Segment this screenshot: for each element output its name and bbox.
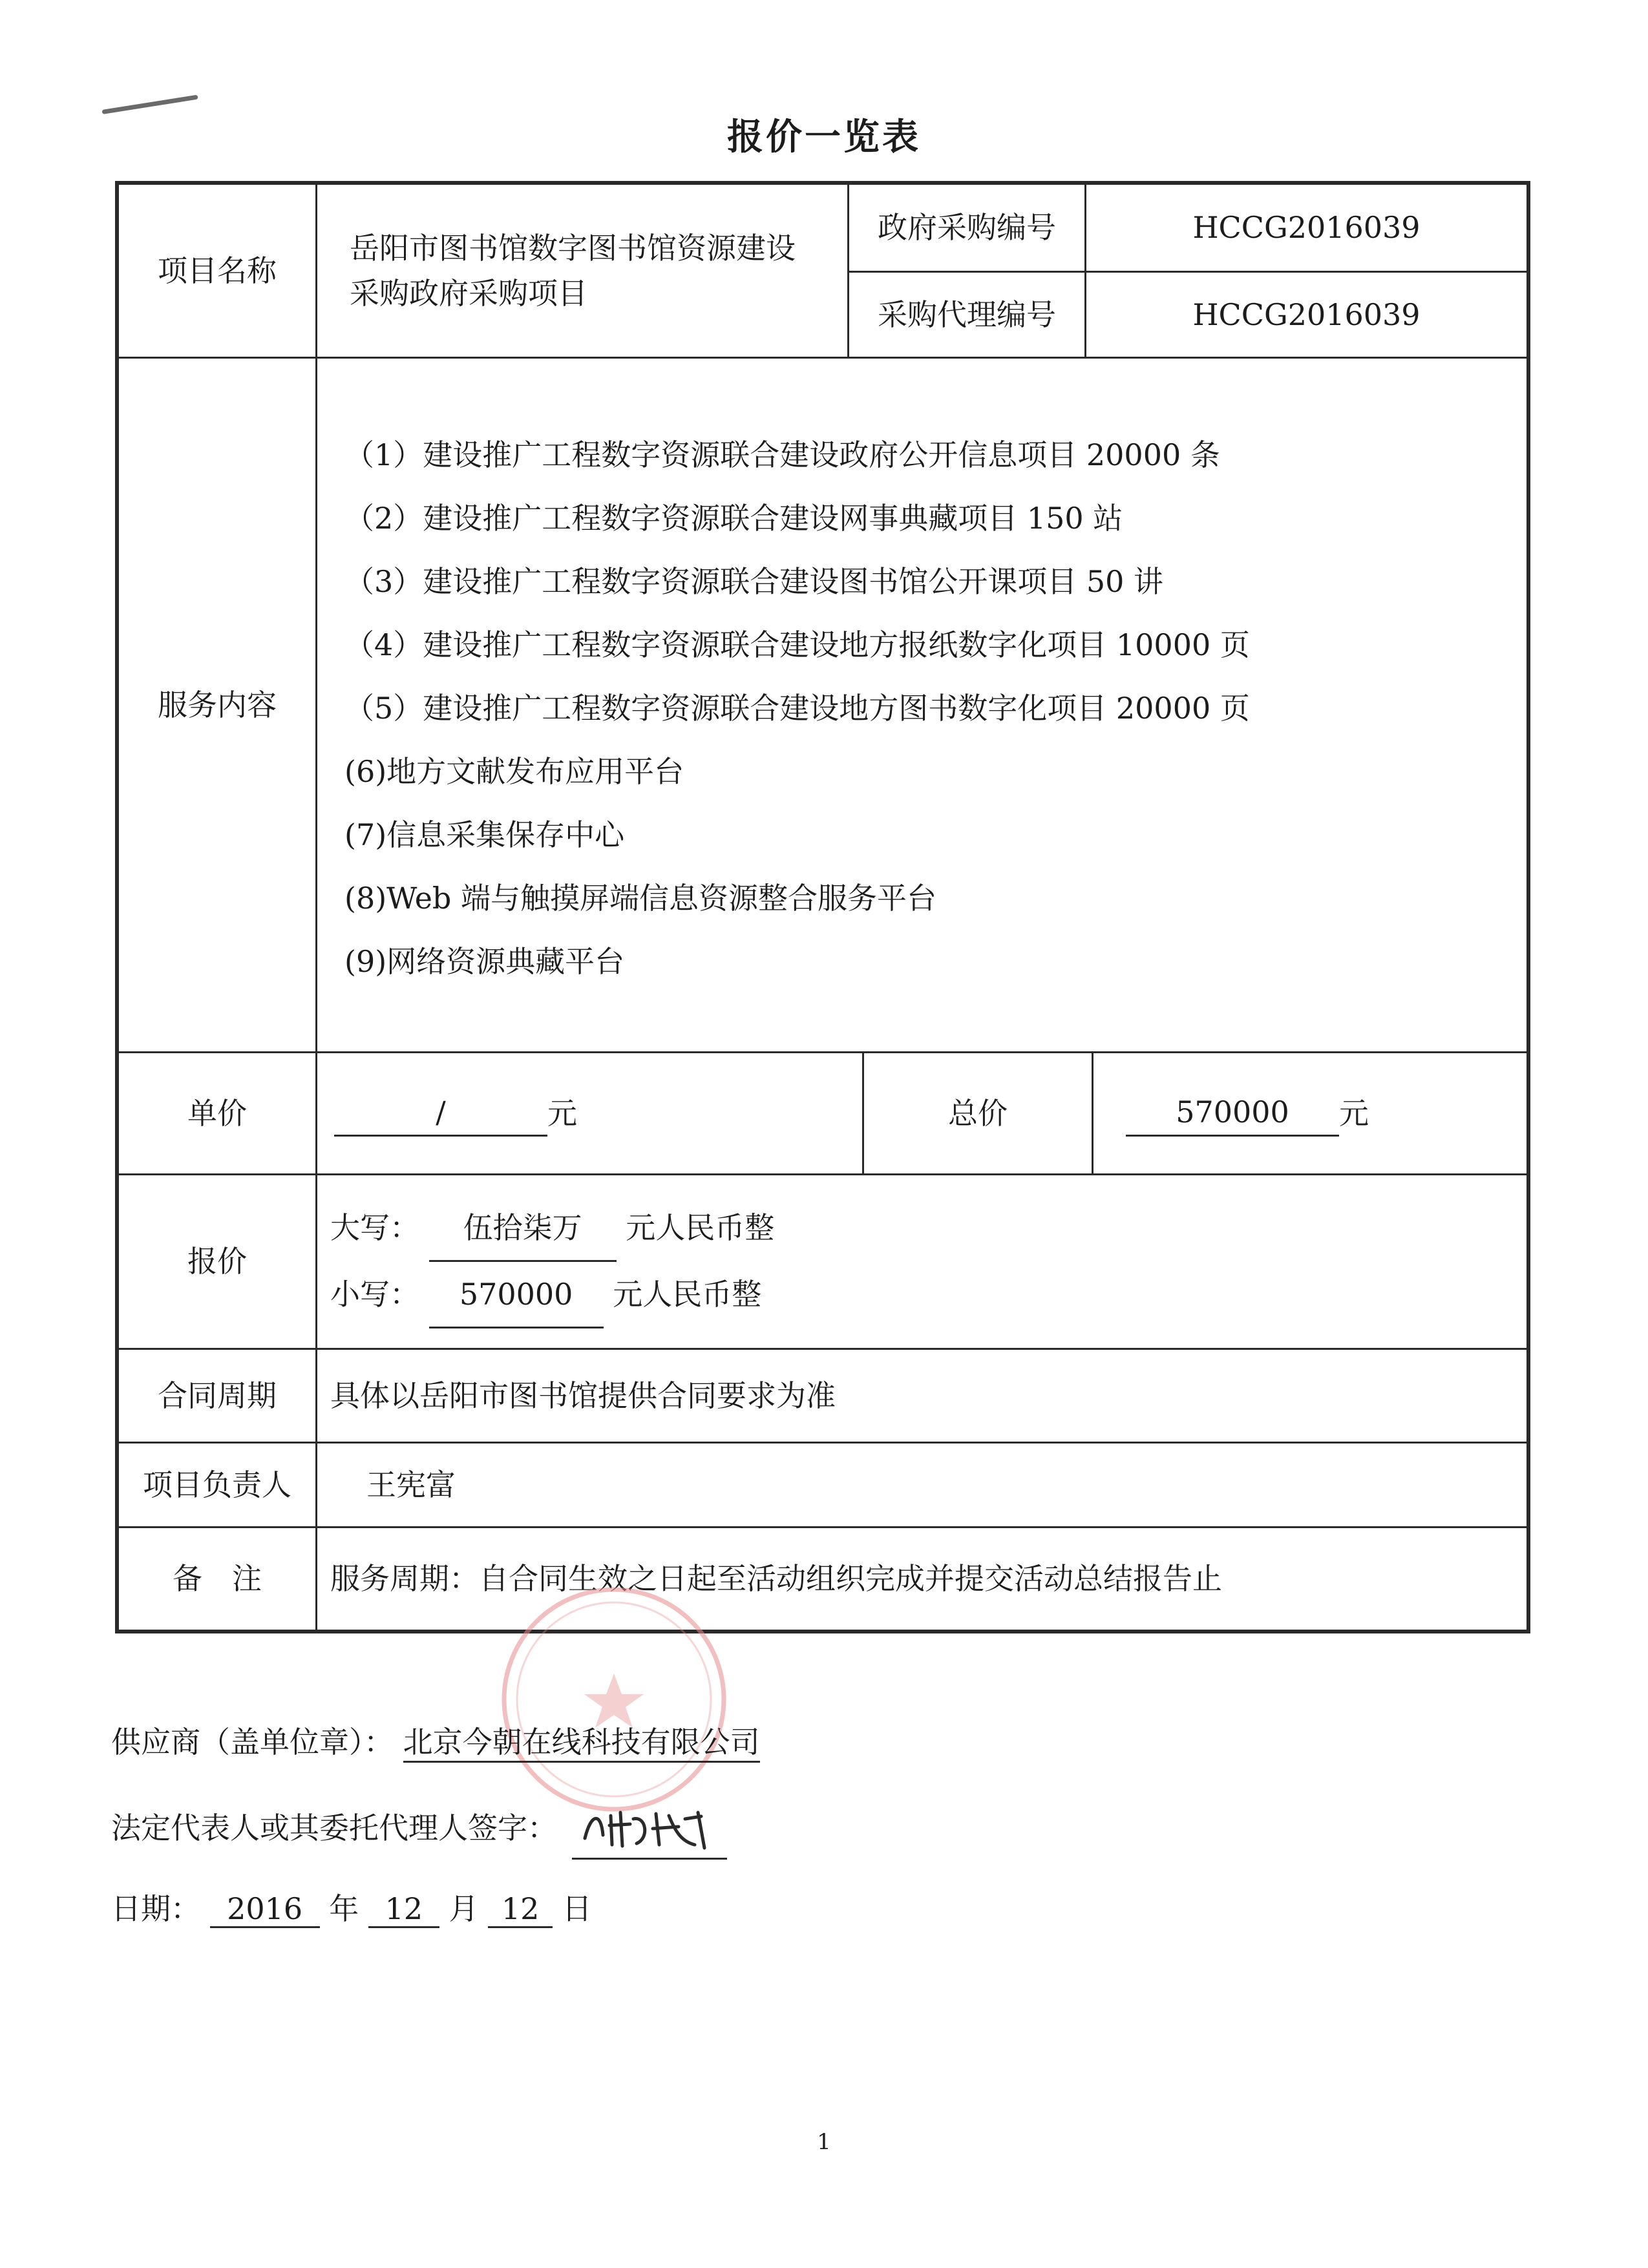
supplier-line xyxy=(111,1719,760,1761)
quote-lower-suffix: 元人民币整 xyxy=(613,1276,762,1312)
unit-price-currency: 元 xyxy=(547,1095,577,1131)
date-line xyxy=(111,1885,592,1928)
project-name-value-cell xyxy=(315,183,849,359)
remarks-label-cell xyxy=(117,1526,317,1632)
remarks-value-cell xyxy=(315,1526,1528,1632)
service-item: (6)地方文献发布应用平台 xyxy=(344,754,684,789)
contract-period-label: 合同周期 xyxy=(158,1378,277,1413)
signature-label: 法定代表人或其委托代理人签字： xyxy=(111,1811,557,1845)
manager-value-cell xyxy=(315,1442,1528,1528)
total-price-value: 570000 xyxy=(1126,1090,1339,1137)
gov-procurement-no-label: 政府采购编号 xyxy=(878,210,1056,245)
quote-lower-prefix: 小写： xyxy=(330,1276,419,1312)
quote-label: 报价 xyxy=(187,1244,247,1279)
contract-period-value: 具体以岳阳市图书馆提供合同要求为准 xyxy=(330,1378,836,1413)
quote-table xyxy=(115,181,1530,1633)
page-number: 1 xyxy=(817,2129,831,2155)
service-item: （5）建设推广工程数字资源联合建设地方图书数字化项目 20000 页 xyxy=(344,691,1250,726)
service-item: （4）建设推广工程数字资源联合建设地方报纸数字化项目 10000 页 xyxy=(344,627,1250,662)
project-name-label-cell xyxy=(117,183,317,359)
manager-label-cell xyxy=(117,1442,317,1528)
total-price-value-cell xyxy=(1092,1051,1528,1175)
agency-no-label-cell xyxy=(847,271,1086,359)
service-item: （3）建设推广工程数字资源联合建设图书馆公开课项目 50 讲 xyxy=(344,564,1164,599)
contract-period-label-cell xyxy=(117,1348,317,1444)
supplier-value: 北京今朝在线科技有限公司 xyxy=(403,1725,760,1763)
quote-label-cell xyxy=(117,1173,317,1350)
unit-price-value-cell xyxy=(315,1051,864,1175)
unit-price-label: 单价 xyxy=(187,1095,247,1131)
agency-no-label: 采购代理编号 xyxy=(878,297,1056,332)
gov-procurement-no-value: HCCG2016039 xyxy=(1192,210,1421,245)
service-label: 服务内容 xyxy=(158,687,277,722)
service-item: (9)网络资源典藏平台 xyxy=(344,944,625,979)
quote-upper-suffix: 元人民币整 xyxy=(626,1210,775,1245)
remarks-label: 备 注 xyxy=(173,1561,262,1596)
supplier-label: 供应商（盖单位章）： xyxy=(111,1725,394,1759)
manager-label: 项目负责人 xyxy=(143,1467,291,1502)
manager-value: 王宪富 xyxy=(366,1467,456,1502)
unit-price-value: / xyxy=(334,1090,547,1137)
quote-upper-prefix: 大写： xyxy=(330,1210,419,1245)
date-month: 12 xyxy=(368,1891,439,1928)
quote-value-cell xyxy=(315,1173,1528,1350)
project-name-value: 岳阳市图书馆数字图书馆资源建设采购政府采购项目 xyxy=(350,231,796,311)
signature-line xyxy=(111,1800,727,1860)
service-item: (7)信息采集保存中心 xyxy=(344,817,625,852)
total-price-label-cell xyxy=(862,1051,1093,1175)
gov-procurement-no-value-cell xyxy=(1084,183,1528,273)
gov-procurement-no-label-cell xyxy=(847,183,1086,273)
date-label: 日期： xyxy=(111,1891,200,1926)
handwritten-signature xyxy=(572,1800,727,1860)
service-label-cell xyxy=(117,357,317,1053)
remarks-value: 服务周期：自合同生效之日起至活动组织完成并提交活动总结报告止 xyxy=(330,1561,1222,1596)
project-name-label: 项目名称 xyxy=(158,253,277,288)
date-year: 2016 xyxy=(210,1891,320,1928)
date-day-unit: 日 xyxy=(562,1891,592,1926)
total-price-currency: 元 xyxy=(1339,1095,1369,1131)
service-item: (8)Web 端与触摸屏端信息资源整合服务平台 xyxy=(344,881,936,916)
date-day: 12 xyxy=(488,1891,553,1928)
contract-period-value-cell xyxy=(315,1348,1528,1444)
unit-price-label-cell xyxy=(117,1051,317,1175)
service-item: （2）建设推广工程数字资源联合建设网事典藏项目 150 站 xyxy=(344,501,1123,536)
agency-no-value: HCCG2016039 xyxy=(1192,297,1421,332)
quote-upper-value: 伍拾柒万 xyxy=(429,1195,617,1262)
total-price-label: 总价 xyxy=(948,1095,1008,1131)
agency-no-value-cell xyxy=(1084,271,1528,359)
quote-lower-line xyxy=(330,1262,761,1328)
service-content-cell xyxy=(315,357,1528,1053)
document-title: 报价一览表 xyxy=(727,116,921,158)
service-item: （1）建设推广工程数字资源联合建设政府公开信息项目 20000 条 xyxy=(344,437,1220,472)
service-list xyxy=(344,423,1250,993)
quote-upper-line xyxy=(330,1195,774,1262)
quote-lower-value: 570000 xyxy=(429,1262,604,1328)
date-year-unit: 年 xyxy=(329,1891,359,1926)
date-month-unit: 月 xyxy=(449,1891,479,1926)
